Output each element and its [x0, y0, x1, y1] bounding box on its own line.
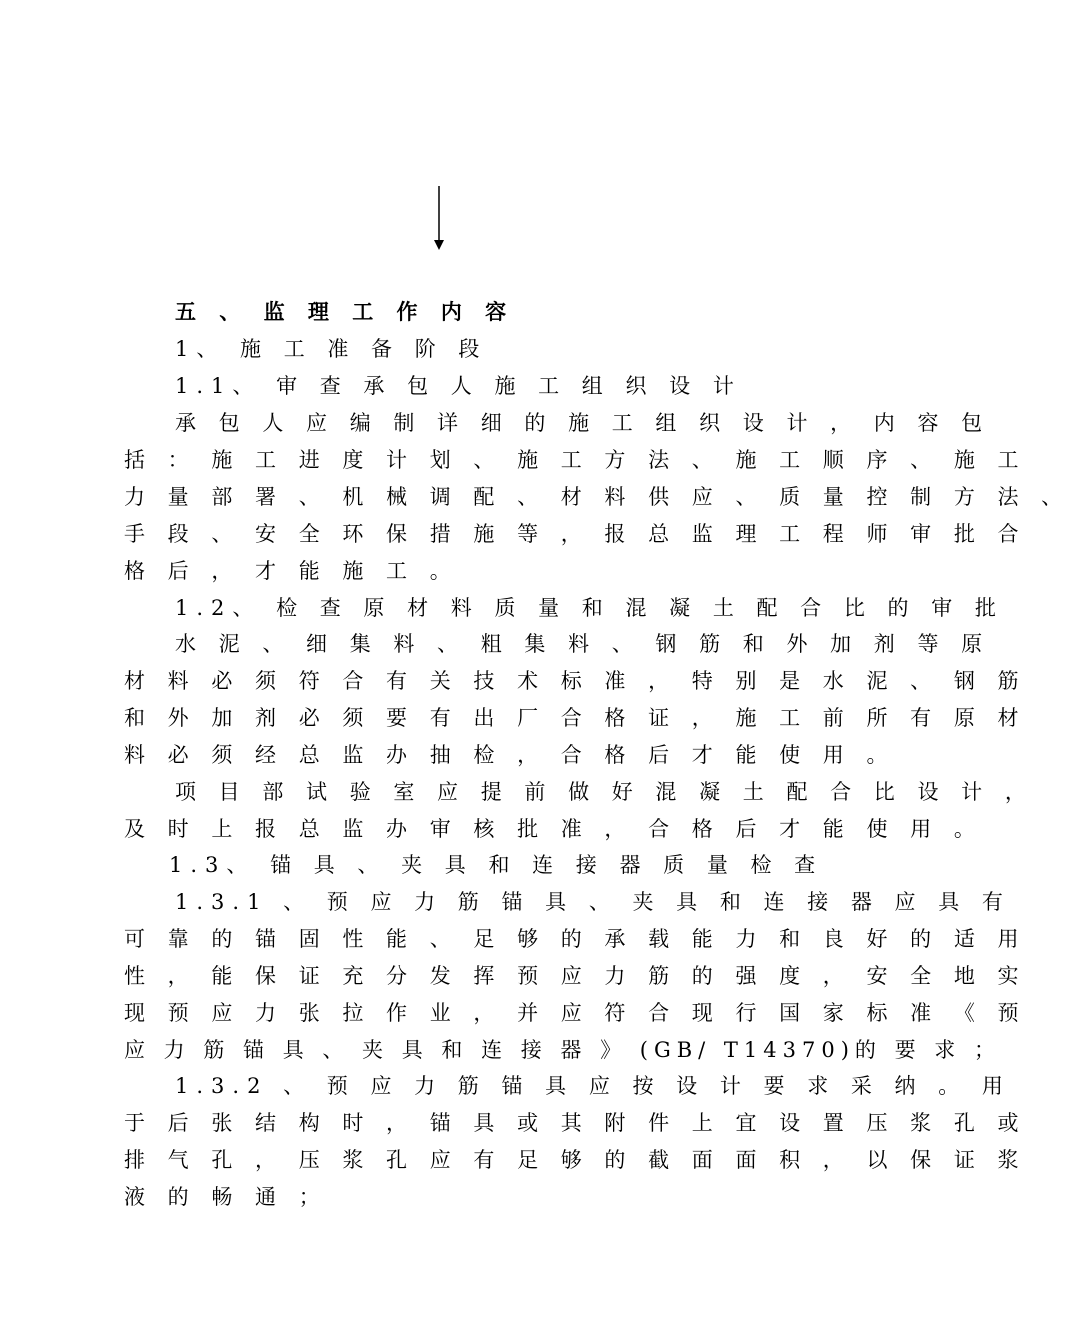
paragraph-line: 格 后 ， 才 能 施 工 。	[124, 559, 459, 583]
paragraph-line: 及 时 上 报 总 监 办 审 核 批 准 ， 合 格 后 才 能 使 用 。	[124, 817, 983, 841]
paragraph-line: 力 量 部 署 、 机 械 调 配 、 材 料 供 应 、 质 量 控 制 方 法 、	[124, 485, 1070, 509]
paragraph-line: 性 ， 能 保 证 充 分 发 挥 预 应 力 筋 的 强 度 ， 安 全 地 实	[124, 964, 1027, 988]
paragraph-line: 手 段 、 安 全 环 保 措 施 等 ， 报 总 监 理 工 程 师 审 批 合	[124, 522, 1027, 546]
paragraph-line: 应 力 筋 锚 具 、 夹 具 和 连 接 器 》 (GB/ T14370)的 要 求 ；	[124, 1038, 1001, 1062]
paragraph-line: 1.3.2 、 预 应 力 筋 锚 具 应 按 设 计 要 求 采 纳 。 用	[175, 1074, 1011, 1098]
paragraph-line: 排 气 孔 ， 压 浆 孔 应 有 足 够 的 截 面 面 积 ， 以 保 证 浆	[124, 1148, 1027, 1172]
paragraph-line: 项 目 部 试 验 室 应 提 前 做 好 混 凝 土 配 合 比 设 计 ，	[175, 780, 1034, 804]
paragraph-line: 括 ： 施 工 进 度 计 划 、 施 工 方 法 、 施 工 顺 序 、 施 工	[124, 448, 1027, 472]
paragraph-line: 水 泥 、 细 集 料 、 粗 集 料 、 钢 筋 和 外 加 剂 等 原	[175, 632, 991, 656]
paragraph-line: 现 预 应 力 张 拉 作 业 ， 并 应 符 合 现 行 国 家 标 准 《 预	[124, 1001, 1027, 1025]
paragraph-line: 液 的 畅 通 ；	[124, 1185, 328, 1209]
down-arrow-icon	[431, 186, 447, 252]
paragraph-line: 可 靠 的 锚 固 性 能 、 足 够 的 承 载 能 力 和 良 好 的 适 用	[124, 927, 1027, 951]
subsection-heading: 1.2、 检 查 原 材 料 质 量 和 混 凝 土 配 合 比 的 审 批	[175, 596, 1004, 620]
subsection-heading: 1.1、 审 查 承 包 人 施 工 组 织 设 计	[175, 374, 742, 398]
paragraph-line: 承 包 人 应 编 制 详 细 的 施 工 组 织 设 计 ， 内 容 包	[175, 411, 991, 435]
paragraph-line: 料 必 须 经 总 监 办 抽 检 ， 合 格 后 才 能 使 用 。	[124, 743, 896, 767]
section-heading: 五 、 监 理 工 作 内 容	[175, 299, 515, 324]
subsection-heading: 1、 施 工 准 备 阶 段	[175, 337, 488, 361]
paragraph-line: 1.3.1 、 预 应 力 筋 锚 具 、 夹 具 和 连 接 器 应 具 有	[175, 890, 1011, 914]
paragraph-line: 于 后 张 结 构 时 ， 锚 具 或 其 附 件 上 宜 设 置 压 浆 孔 或	[124, 1111, 1027, 1135]
paragraph-line: 和 外 加 剂 必 须 要 有 出 厂 合 格 证 ， 施 工 前 所 有 原 材	[124, 706, 1027, 730]
paragraph-line: 材 料 必 须 符 合 有 关 技 术 标 准 ， 特 别 是 水 泥 、 钢 筋	[124, 669, 1027, 693]
subsection-heading: 1.3、 锚 具 、 夹 具 和 连 接 器 质 量 检 查	[169, 853, 824, 877]
